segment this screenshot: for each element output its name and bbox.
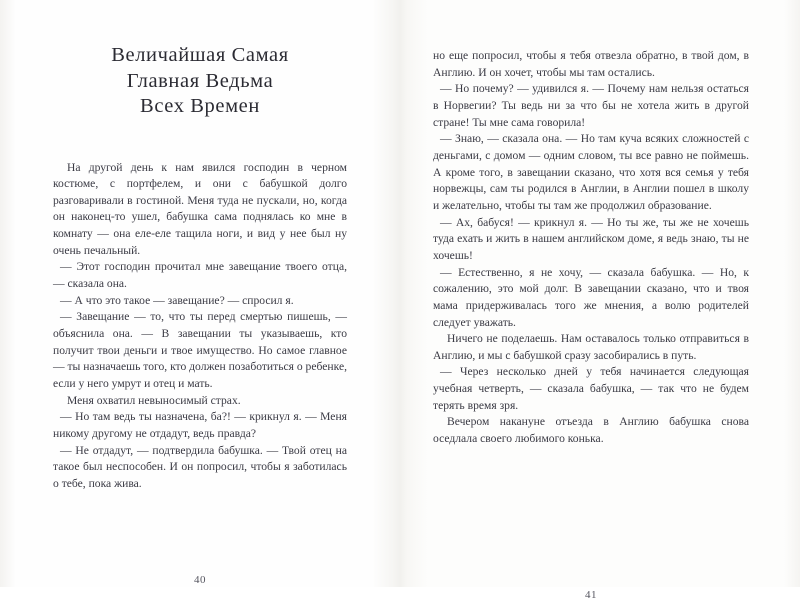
chapter-title-line-3: Всех Времен (140, 95, 260, 117)
paragraph: — А что это такое — завещание? — спросил я. (60, 293, 294, 307)
chapter-title-line-1: Величайшая Самая (111, 44, 289, 66)
paragraph: Ничего не поделаешь. Нам оставалось только отправиться в Англию, и мы с бабушкой сразу засобирались в путь. (433, 332, 749, 362)
paragraph: — Но там ведь ты назначена, ба?! — крикнул я. — Меня никому другому не отдадут, ведь правда? (53, 410, 347, 440)
paragraph: — Не отдадут, — подтвердила бабушка. — Твой отец на такое был неспособен. И он попросил, чтобы я заботилась о тебе, пока жива. (53, 443, 347, 490)
page-number-right: 41 (585, 589, 597, 601)
left-page-body (53, 160, 347, 493)
page-number-left: 40 (194, 574, 206, 586)
paragraph: — Завещание — то, что ты перед смертью пишешь, — объяснила она. — В завещании ты указываешь, кто получит твои деньги и твое имущество. Но самое главное — ты назначаешь того, кто должен позаботиться о ребенке, если у него умрут и отец и мать. (53, 310, 347, 391)
paragraph: — Этот господин прочитал мне завещание твоего отца, — сказала она. (53, 260, 347, 291)
paragraph: Вечером накануне отъезда в Англию бабушка снова оседлала своего любимого конька. (433, 415, 749, 446)
paragraph: — Но почему? — удивился я. — Почему нам нельзя остаться в Норвегии? Ты ведь ни за что бы не хотела жить в другой стране! Ты мне сама говорила! (433, 82, 749, 129)
chapter-title (59, 43, 341, 120)
paragraph: — Знаю, — сказала она. — Но там куча всяких сложностей с деньгами, с домом — одним словом, ты все равно не поймешь. А кроме того, в завещании сказано, что хотя вся семья у тебя норвежцы, сам ты родился в Англии, в Англии пошел в школу и желательно, чтобы ты там же продолжил образование. (433, 132, 749, 212)
paragraph: На другой день к нам явился господин в черном костюме, с портфелем, и они с бабушкой долго разговаривали в гостиной. Меня туда не пускали, но, когда он наконец-то ушел, бабушка сама поднялась ко мне в комнату — она еле-еле тащила ноги, и вид у нее был ну очень печальный. (53, 160, 347, 257)
right-page-body (433, 48, 749, 448)
chapter-title-line-2: Главная Ведьма (126, 69, 274, 92)
left-page (53, 26, 347, 586)
paragraph: — Через несколько дней у тебя начинается следующая учебная четверть, — сказала бабушка, — так что не будем терять время зря. (433, 365, 749, 412)
paragraph: Меня охватил невыносимый страх. (67, 393, 241, 407)
paragraph: но еще попросил, чтобы я тебя отвезла обратно, в твой дом, в Англию. И он хочет, чтобы мы там остались. (433, 49, 749, 79)
right-page (433, 26, 749, 601)
paragraph: — Ах, бабуся! — крикнул я. — Но ты же, ты же не хочешь туда ехать и жить в нашем английском доме, я ведь знаю, ты не хочешь! (433, 215, 749, 262)
paragraph: — Естественно, я не хочу, — сказала бабушка. — Но, к сожалению, это мой долг. В завещании сказано, что и твоя мама придерживалась того же мнения, а волю родителей следует уважать. (433, 265, 749, 329)
